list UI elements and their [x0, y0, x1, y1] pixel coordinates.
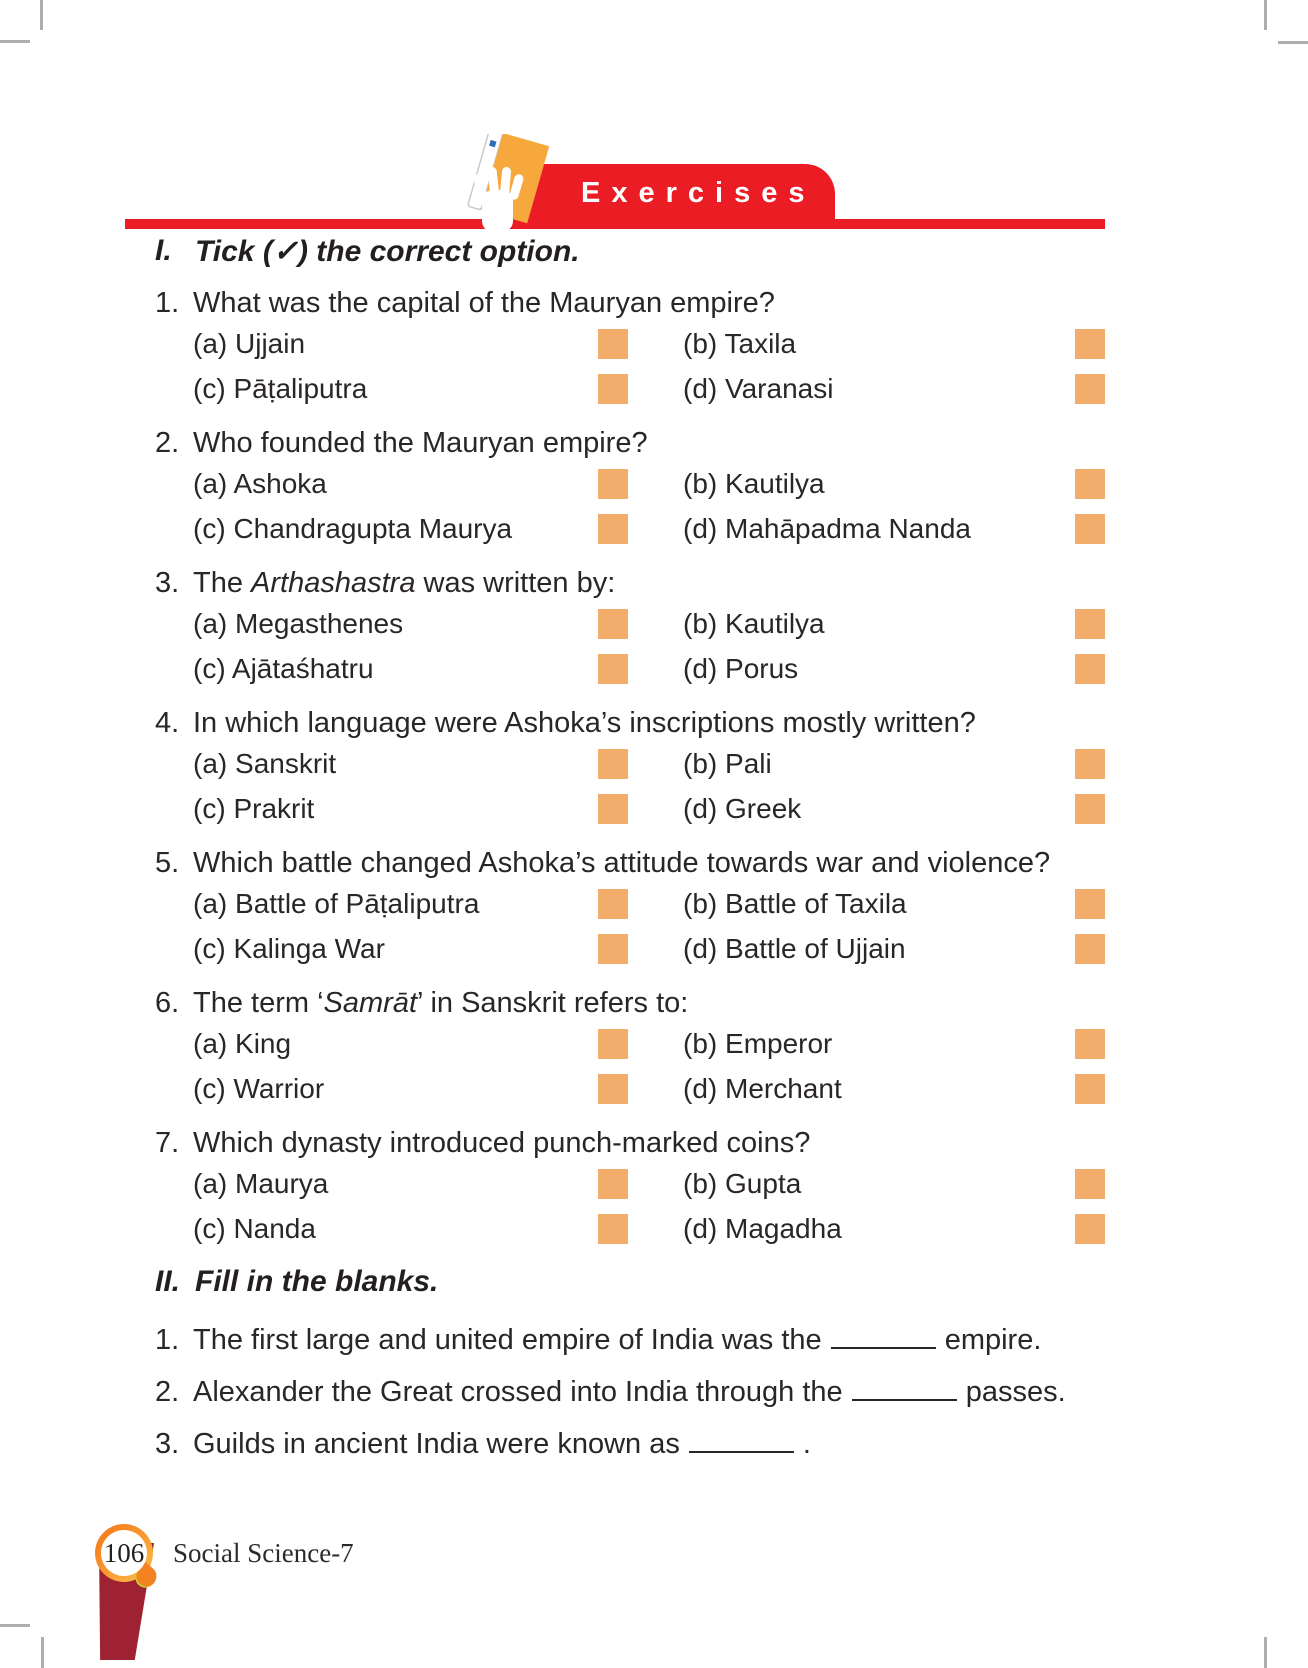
option-c — [193, 653, 598, 685]
section-2-numeral: II. — [155, 1265, 181, 1298]
option-b — [628, 888, 1075, 920]
option-label: (a) — [193, 1168, 228, 1199]
question-number: 1. — [155, 287, 180, 319]
section-2-heading — [155, 1265, 1105, 1299]
question-body — [193, 1125, 1105, 1161]
question-text — [155, 285, 1105, 321]
option-checkbox-a[interactable] — [598, 469, 628, 499]
option-checkbox-d[interactable] — [1075, 1074, 1105, 1104]
page-number-badge — [95, 1524, 153, 1582]
option-label: (a) — [193, 468, 228, 499]
option-a — [193, 468, 598, 500]
fill-blank-item-1 — [155, 1321, 1105, 1359]
option-label: (a) — [193, 328, 228, 359]
item-number: 3. — [155, 1428, 180, 1460]
question-number: 5. — [155, 847, 180, 879]
section-1-heading — [155, 234, 1105, 269]
item-text — [193, 1425, 1105, 1463]
option-label: (b) — [683, 1168, 718, 1199]
option-label: (b) — [683, 1028, 718, 1059]
question-pre: Which battle changed Ashoka’s attitude towards war and violence? — [193, 847, 1051, 879]
hand-holding-book-icon — [448, 134, 566, 232]
option-checkbox-b[interactable] — [1075, 469, 1105, 499]
item-text — [193, 1321, 1105, 1359]
option-c — [193, 933, 598, 965]
question-post: was written by: — [415, 567, 616, 599]
option-checkbox-c[interactable] — [598, 794, 628, 824]
crop-mark-top-left-h — [0, 40, 30, 43]
option-label: (b) — [683, 888, 718, 919]
question-number: 6. — [155, 987, 180, 1019]
options-row — [193, 888, 1105, 920]
option-text: Gupta — [725, 1168, 802, 1199]
item-text — [193, 1373, 1105, 1411]
option-checkbox-a[interactable] — [598, 749, 628, 779]
option-checkbox-c[interactable] — [598, 514, 628, 544]
option-d — [628, 933, 1075, 965]
question-body — [193, 985, 1105, 1021]
page-number: 106 — [101, 1530, 147, 1576]
options-row — [193, 513, 1105, 545]
option-text: Pali — [725, 748, 772, 779]
options-row — [193, 373, 1105, 405]
question-body — [193, 285, 1105, 321]
option-text: Greek — [725, 793, 802, 824]
option-label: (a) — [193, 888, 228, 919]
section-2-title: Fill in the blanks. — [195, 1265, 439, 1298]
option-text: Kalinga War — [233, 933, 385, 964]
options-row — [193, 328, 1105, 360]
option-text: Sanskrit — [235, 748, 337, 779]
options-row — [193, 1168, 1105, 1200]
option-c — [193, 1073, 598, 1105]
option-a — [193, 608, 598, 640]
option-text: Chandragupta Maurya — [233, 513, 513, 544]
option-a — [193, 328, 598, 360]
option-checkbox-a[interactable] — [598, 889, 628, 919]
question-3 — [155, 565, 1105, 685]
option-checkbox-c[interactable] — [598, 934, 628, 964]
question-italic: Samrāt — [323, 987, 418, 1019]
option-b — [628, 328, 1075, 360]
question-italic: Arthashastra — [251, 567, 416, 599]
question-pre: What was the capital of the Mauryan empire? — [193, 287, 775, 319]
option-text: Ashoka — [233, 468, 327, 499]
fill-blank-item-3 — [155, 1425, 1105, 1463]
option-a — [193, 1028, 598, 1060]
crop-mark-top-right-h — [1278, 41, 1308, 44]
option-label: (c) — [193, 513, 226, 544]
option-c — [193, 793, 598, 825]
item-pre: Guilds in ancient India were known as — [193, 1428, 680, 1460]
option-b — [628, 748, 1075, 780]
option-text: Porus — [725, 653, 799, 684]
question-pre: Who founded the Mauryan empire? — [193, 427, 648, 459]
option-text: Kautilya — [725, 608, 825, 639]
option-text: Maurya — [235, 1168, 329, 1199]
section-1-title: Tick (✓) the correct option. — [195, 235, 580, 268]
option-checkbox-c[interactable] — [598, 654, 628, 684]
question-pre: In which language were Ashoka’s inscriptions mostly written? — [193, 707, 976, 739]
option-text: Prakrit — [233, 793, 315, 824]
option-checkbox-c[interactable] — [598, 374, 628, 404]
option-text: Battle of Taxila — [725, 888, 907, 919]
option-a — [193, 888, 598, 920]
option-d — [628, 793, 1075, 825]
option-checkbox-d[interactable] — [1075, 514, 1105, 544]
crop-mark-bottom-left-h — [0, 1624, 30, 1627]
crop-mark-bottom-left-v — [41, 1637, 44, 1668]
option-text: Taxila — [724, 328, 797, 359]
option-b — [628, 1028, 1075, 1060]
option-label: (d) — [683, 933, 718, 964]
option-checkbox-b[interactable] — [1075, 1169, 1105, 1199]
options-row — [193, 1028, 1105, 1060]
option-checkbox-d[interactable] — [1075, 654, 1105, 684]
crop-mark-bottom-right-v — [1264, 1637, 1267, 1668]
question-text — [155, 1125, 1105, 1161]
option-b — [628, 468, 1075, 500]
blank-line[interactable] — [831, 1325, 936, 1349]
option-text: Ujjain — [235, 328, 306, 359]
question-post: ’ in Sanskrit refers to: — [417, 987, 689, 1019]
option-text: Ajātaśhatru — [231, 653, 374, 684]
option-c — [193, 373, 598, 405]
option-checkbox-b[interactable] — [1075, 329, 1105, 359]
crop-mark-top-left-v — [40, 0, 43, 30]
option-d — [628, 513, 1075, 545]
option-label: (d) — [683, 513, 718, 544]
option-checkbox-d[interactable] — [1075, 374, 1105, 404]
crop-mark-top-right-v — [1264, 0, 1267, 30]
option-d — [628, 373, 1075, 405]
option-label: (c) — [193, 933, 226, 964]
option-label: (a) — [193, 1028, 228, 1059]
option-label: (d) — [683, 1073, 718, 1104]
question-pre: The — [193, 567, 252, 599]
option-text: Emperor — [725, 1028, 833, 1059]
option-checkbox-d[interactable] — [1075, 934, 1105, 964]
option-a — [193, 1168, 598, 1200]
option-d — [628, 1073, 1075, 1105]
option-b — [628, 1168, 1075, 1200]
item-pre: Alexander the Great crossed into India through the — [193, 1376, 843, 1408]
option-checkbox-a[interactable] — [598, 329, 628, 359]
options-row — [193, 468, 1105, 500]
option-label: (c) — [193, 1213, 226, 1244]
fill-blanks-list — [155, 1321, 1105, 1463]
question-1 — [155, 285, 1105, 405]
question-pre: The term ‘ — [193, 987, 324, 1019]
option-checkbox-c[interactable] — [598, 1074, 628, 1104]
option-text: Megasthenes — [235, 608, 404, 639]
question-body — [193, 425, 1105, 461]
footer-book-title: Social Science-7 — [173, 1538, 354, 1568]
question-number: 2. — [155, 427, 180, 459]
question-6 — [155, 985, 1105, 1105]
question-pre: Which dynasty introduced punch-marked coins? — [193, 1127, 811, 1159]
fill-blank-item-2 — [155, 1373, 1105, 1411]
blank-line[interactable] — [689, 1429, 794, 1453]
option-d — [628, 1213, 1075, 1245]
option-text: Mahāpadma Nanda — [725, 513, 971, 544]
option-text: Battle of Ujjain — [725, 933, 906, 964]
option-label: (b) — [683, 608, 718, 639]
option-text: Battle of Pāṭaliputra — [235, 888, 480, 919]
section-1-numeral: I. — [155, 234, 172, 267]
option-checkbox-b[interactable] — [1075, 1029, 1105, 1059]
options-row — [193, 1213, 1105, 1245]
question-text — [155, 845, 1105, 881]
option-checkbox-d[interactable] — [1075, 794, 1105, 824]
options-row — [193, 933, 1105, 965]
option-label: (a) — [193, 608, 228, 639]
option-text: Warrior — [233, 1073, 325, 1104]
item-post: passes. — [965, 1376, 1066, 1408]
option-d — [628, 653, 1075, 685]
option-label: (b) — [683, 468, 718, 499]
option-checkbox-a[interactable] — [598, 1029, 628, 1059]
option-label: (d) — [683, 373, 718, 404]
exercises-title: Exercises — [581, 177, 816, 209]
question-body — [193, 845, 1105, 881]
option-c — [193, 1213, 598, 1245]
option-label: (b) — [683, 328, 718, 359]
option-b — [628, 608, 1075, 640]
option-text: Magadha — [725, 1213, 842, 1244]
options-row — [193, 793, 1105, 825]
option-text: Nanda — [233, 1213, 316, 1244]
option-text: Merchant — [725, 1073, 842, 1104]
question-number: 4. — [155, 707, 180, 739]
option-checkbox-b[interactable] — [1075, 889, 1105, 919]
item-pre: The first large and united empire of India was the — [193, 1324, 822, 1356]
option-checkbox-a[interactable] — [598, 609, 628, 639]
question-5 — [155, 845, 1105, 965]
option-label: (b) — [683, 748, 718, 779]
options-row — [193, 1073, 1105, 1105]
mcq-questions-list — [155, 285, 1105, 1245]
option-checkbox-b[interactable] — [1075, 749, 1105, 779]
option-a — [193, 748, 598, 780]
question-7 — [155, 1125, 1105, 1245]
option-label: (d) — [683, 793, 718, 824]
option-label: (c) — [193, 793, 226, 824]
item-post: . — [802, 1428, 811, 1460]
item-post: empire. — [944, 1324, 1042, 1356]
question-2 — [155, 425, 1105, 545]
blank-line[interactable] — [852, 1377, 957, 1401]
option-text: Pāṭaliputra — [233, 373, 368, 404]
option-text: Kautilya — [725, 468, 825, 499]
item-number: 1. — [155, 1324, 180, 1356]
question-text — [155, 565, 1105, 601]
options-row — [193, 748, 1105, 780]
question-body — [193, 705, 1105, 741]
page-content — [155, 234, 1105, 1477]
option-text: Varanasi — [725, 373, 834, 404]
question-4 — [155, 705, 1105, 825]
option-label: (c) — [193, 653, 226, 684]
option-label: (d) — [683, 1213, 718, 1244]
option-text: King — [235, 1028, 292, 1059]
option-checkbox-c[interactable] — [598, 1214, 628, 1244]
question-number: 7. — [155, 1127, 180, 1159]
option-checkbox-a[interactable] — [598, 1169, 628, 1199]
option-label: (c) — [193, 373, 226, 404]
option-c — [193, 513, 598, 545]
question-text — [155, 705, 1105, 741]
options-row — [193, 608, 1105, 640]
item-number: 2. — [155, 1376, 180, 1408]
question-number: 3. — [155, 567, 180, 599]
option-label: (a) — [193, 748, 228, 779]
option-label: (c) — [193, 1073, 226, 1104]
options-row — [193, 653, 1105, 685]
question-body — [193, 565, 1105, 601]
option-checkbox-b[interactable] — [1075, 609, 1105, 639]
option-checkbox-d[interactable] — [1075, 1214, 1105, 1244]
option-label: (d) — [683, 653, 718, 684]
question-text — [155, 985, 1105, 1021]
question-text — [155, 425, 1105, 461]
